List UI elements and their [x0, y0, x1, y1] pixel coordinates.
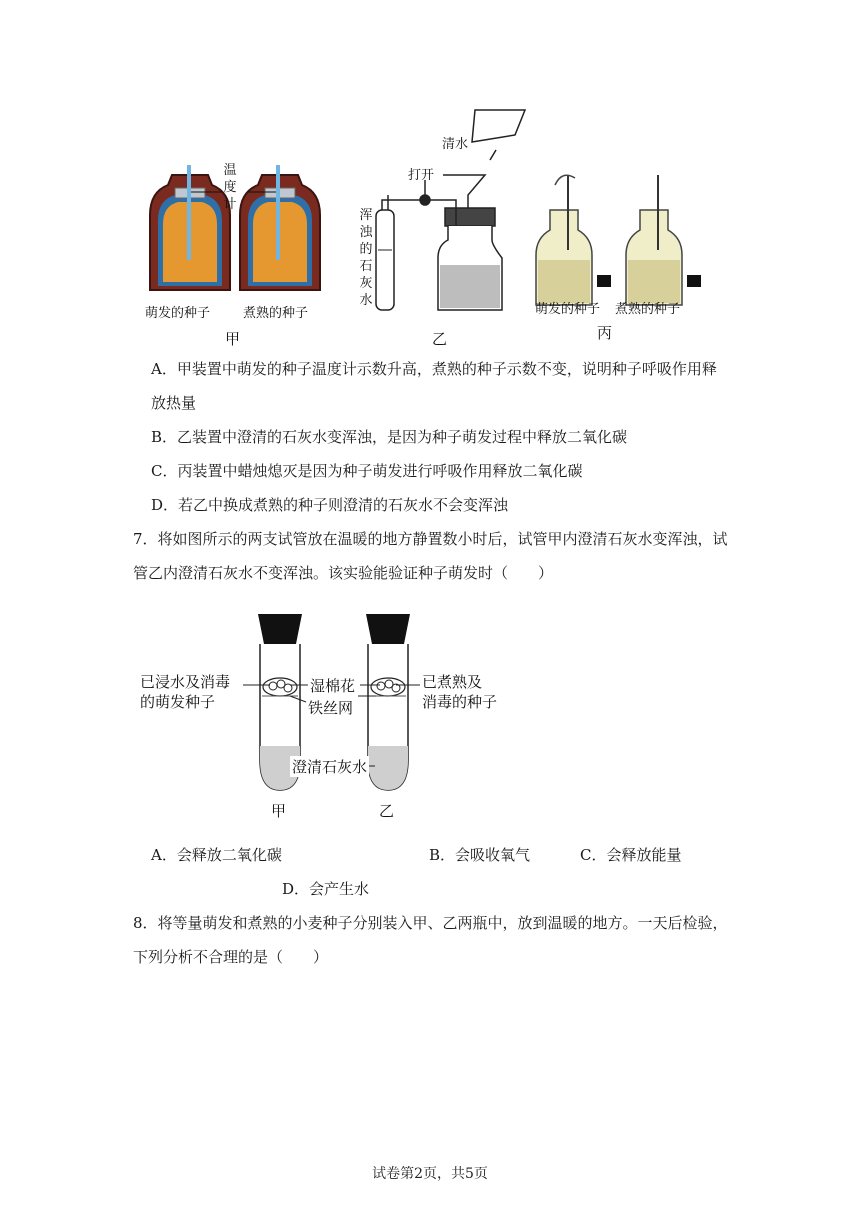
q6-option-a-line2: 放热量 — [151, 394, 197, 412]
limewater-label: 浑 浊 的 石 灰 水 — [359, 208, 373, 308]
q7-option-b: B．会吸收氧气 — [429, 846, 531, 864]
page-footer: 试卷第2页，共5页 — [372, 1166, 488, 1182]
q7-option-a: A．会释放二氧化碳 — [151, 846, 282, 864]
figure-2 — [130, 600, 530, 830]
tube-yi-caption: 乙 — [379, 802, 395, 820]
bing-left-label: 萌发的种子 — [535, 302, 601, 317]
q6-option-c: C．丙装置中蜡烛熄灭是因为种子萌发进行呼吸作用释放二氧化碳 — [151, 462, 583, 480]
jia-caption: 甲 — [225, 330, 241, 348]
tube-jia-caption: 甲 — [271, 802, 287, 820]
bing-caption: 丙 — [597, 324, 613, 342]
q7-stem-line1: 7．将如图所示的两支试管放在温暖的地方静置数小时后，试管甲内澄清石灰水变浑浊，试 — [133, 530, 728, 548]
thermometer-label: 温 度 计 — [223, 163, 237, 212]
water-label: 清水 — [442, 137, 469, 152]
jar-left — [536, 175, 611, 305]
q7-option-c: C．会释放能量 — [580, 846, 682, 864]
soaked-seeds-label: 已浸水及消毒 的萌发种子 — [140, 673, 231, 711]
wet-cotton-label: 湿棉花 — [310, 677, 356, 695]
figure-1 — [130, 100, 730, 350]
wire-mesh-label: 铁丝网 — [308, 699, 354, 717]
bing-right-label: 煮熟的种子 — [615, 302, 681, 317]
q7-stem-line2: 管乙内澄清石灰水不变浑浊。该实验能验证种子萌发时（ ） — [133, 564, 554, 582]
jia-right-label: 煮熟的种子 — [243, 306, 309, 321]
q7-option-d: D．会产生水 — [282, 880, 370, 898]
test-tube-yi — [366, 614, 410, 790]
thermos-left — [150, 165, 230, 290]
q6-option-a-line1: A．甲装置中萌发的种子温度计示数升高，煮熟的种子示数不变，说明种子呼吸作用释 — [151, 360, 717, 378]
q8-stem-line1: 8．将等量萌发和煮熟的小麦种子分别装入甲、乙两瓶中，放到温暖的地方。一天后检验， — [133, 914, 728, 932]
yi-caption: 乙 — [432, 330, 448, 348]
jia-left-label: 萌发的种子 — [145, 306, 211, 321]
boiled-seeds-label: 已煮熟及 消毒的种子 — [422, 673, 498, 711]
jar-right — [626, 175, 701, 305]
q6-option-d: D．若乙中换成煮熟的种子则澄清的石灰水不会变浑浊 — [151, 496, 509, 514]
thermos-right — [240, 165, 320, 290]
q8-stem-line2: 下列分析不合理的是（ ） — [133, 948, 329, 966]
q6-option-b: B．乙装置中澄清的石灰水变浑浊，是因为种子萌发过程中释放二氧化碳 — [151, 428, 628, 446]
limewater-tube-label: 澄清石灰水 — [292, 758, 368, 776]
open-label: 打开 — [408, 168, 435, 183]
